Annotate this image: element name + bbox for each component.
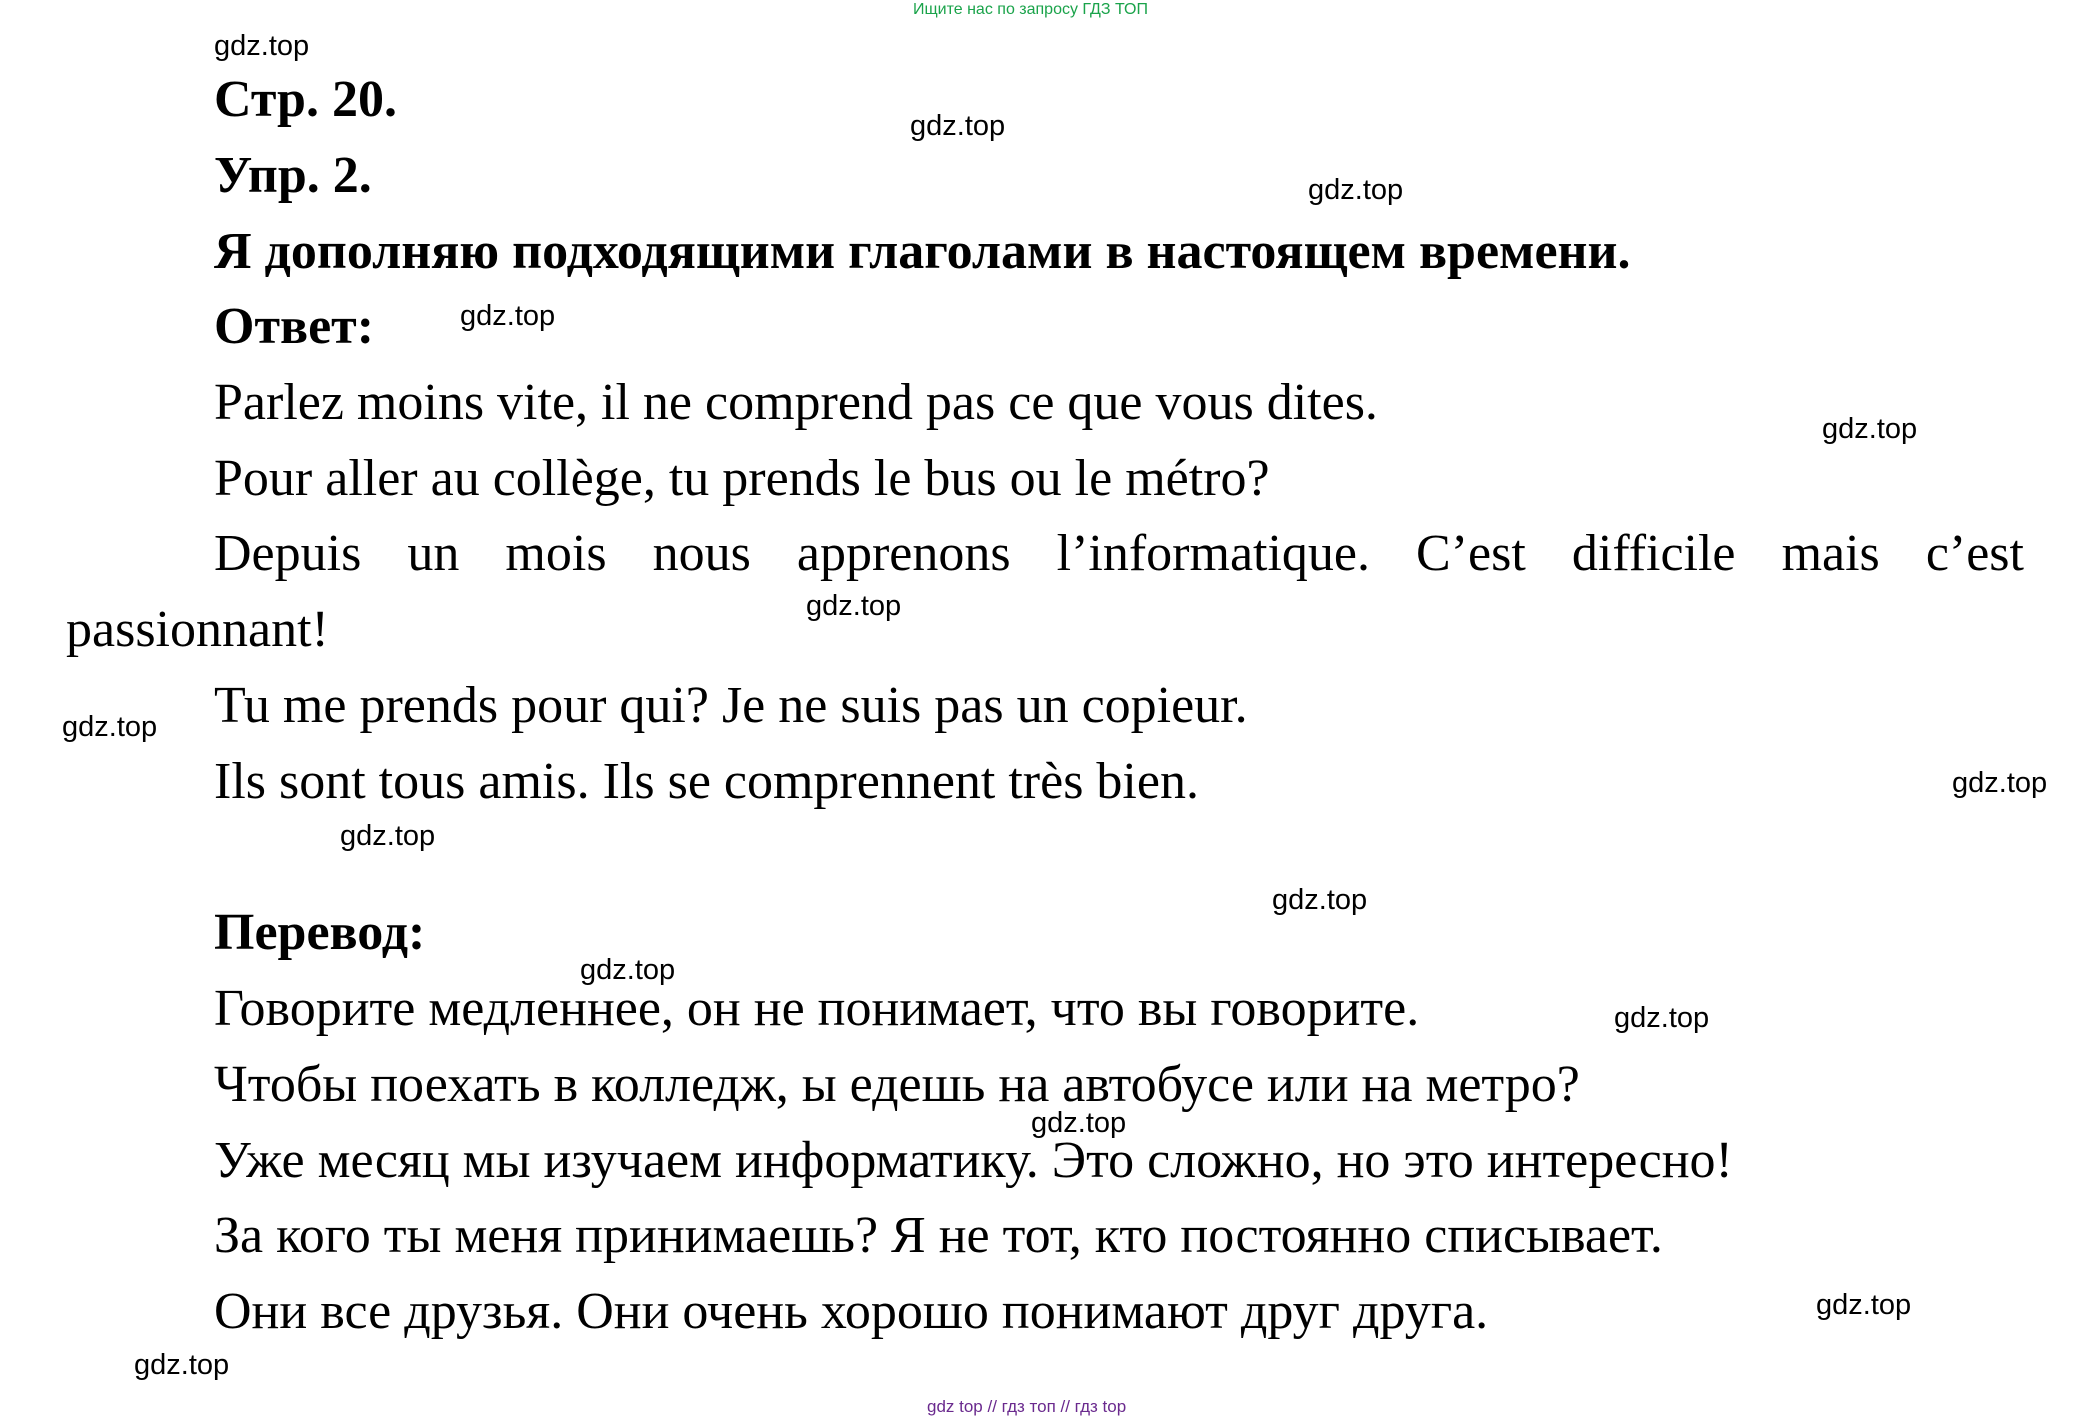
watermark: gdz.top bbox=[1822, 413, 1918, 445]
translation-line-5: Они все друзья. Они очень хорошо понимают друг друга. bbox=[214, 1283, 1489, 1340]
watermark: gdz.top bbox=[580, 954, 676, 986]
answer-line-3: Depuis un mois nous apprenons l’informatique. C’est difficile mais c’est bbox=[214, 525, 2024, 582]
watermark: gdz.top bbox=[214, 30, 310, 62]
translation-label: Перевод: bbox=[214, 904, 426, 961]
answer-line-2: Pour aller au collège, tu prends le bus ou le métro? bbox=[214, 450, 1270, 507]
page-number-heading: Стр. 20. bbox=[214, 71, 397, 128]
watermark: gdz.top bbox=[1952, 767, 2048, 799]
watermark: gdz.top bbox=[134, 1349, 230, 1381]
watermark: gdz.top bbox=[806, 590, 902, 622]
answer-line-1: Parlez moins vite, il ne comprend pas ce que vous dites. bbox=[214, 374, 1378, 431]
answer-line-5: Ils sont tous amis. Ils se comprennent très bien. bbox=[214, 753, 1199, 810]
task-instruction-heading: Я дополняю подходящими глаголами в настоящем времени. bbox=[214, 223, 1631, 280]
answer-label: Ответ: bbox=[214, 298, 375, 355]
watermark: gdz.top bbox=[1816, 1289, 1912, 1321]
watermark: gdz.top bbox=[1308, 174, 1404, 206]
watermark: gdz.top bbox=[1031, 1107, 1127, 1139]
watermark: gdz.top bbox=[62, 711, 158, 743]
watermark: gdz.top bbox=[460, 300, 556, 332]
translation-line-2: Чтобы поехать в колледж, ы едешь на автобусе или на метро? bbox=[214, 1056, 1580, 1113]
translation-line-4: За кого ты меня принимаешь? Я не тот, кто постоянно списывает. bbox=[214, 1207, 1663, 1264]
top-banner-text: Ищите нас по запросу ГДЗ ТОП bbox=[913, 1, 1148, 18]
answer-line-3-continued: passionnant! bbox=[66, 601, 329, 658]
translation-line-1: Говорите медленнее, он не понимает, что вы говорите. bbox=[214, 980, 1420, 1037]
translation-line-3: Уже месяц мы изучаем информатику. Это сложно, но это интересно! bbox=[214, 1132, 1733, 1189]
answer-line-4: Tu me prends pour qui? Je ne suis pas un copieur. bbox=[214, 677, 1248, 734]
watermark: gdz.top bbox=[1614, 1002, 1710, 1034]
bottom-banner-text: gdz top // гдз топ // гдз top bbox=[927, 1397, 1127, 1416]
watermark: gdz.top bbox=[1272, 884, 1368, 916]
exercise-number-heading: Упр. 2. bbox=[214, 147, 372, 204]
watermark: gdz.top bbox=[340, 820, 436, 852]
watermark: gdz.top bbox=[910, 110, 1006, 142]
